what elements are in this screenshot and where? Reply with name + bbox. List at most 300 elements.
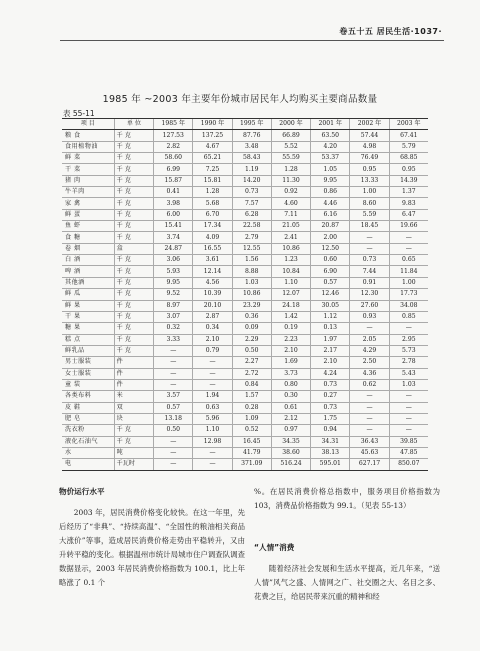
row-item: 鱼 虾 [62,221,114,232]
row-value: — [389,391,428,402]
row-value: 17.73 [389,289,428,300]
row-item: 食 糖 [62,232,114,243]
row-value: 6.99 [154,164,193,175]
paragraph-price-index: %。在居民消费价格总指数中，服务项目价格指数为 103，消费品价格指数为 99.1。（见表 55-13） [254,487,440,510]
row-item: 家 禽 [62,198,114,209]
row-value: — [154,436,193,447]
table-row [62,345,428,356]
row-value: 0.62 [350,379,389,390]
row-value: 6.47 [389,209,428,220]
row-value: 0.60 [311,255,350,266]
row-value: 7.57 [232,198,271,209]
row-value: 14.39 [389,175,428,186]
row-unit: 件 [114,379,153,390]
row-value: 6.70 [193,209,232,220]
row-value: 1.69 [271,357,310,368]
row-unit: 盒 [114,243,153,254]
row-value: 5.73 [389,345,428,356]
row-value: 1.05 [311,164,350,175]
row-value: — [193,357,232,368]
row-value: 0.93 [350,311,389,322]
row-unit: 米 [114,391,153,402]
column-header: 项 目 [62,119,114,130]
table-row [62,277,428,288]
table-row [62,447,428,458]
row-value: 55.59 [271,153,310,164]
row-unit: 件 [114,368,153,379]
row-value: 36.43 [350,436,389,447]
row-value: — [193,368,232,379]
table-number: 表 55-11 [63,109,95,118]
row-value: 0.52 [232,425,271,436]
row-unit: 千 克 [114,198,153,209]
row-value: 87.76 [232,130,271,141]
row-value: 3.48 [232,141,271,152]
row-value: 38.13 [311,447,350,458]
row-value: 12.98 [193,436,232,447]
row-value: 2.10 [311,357,350,368]
row-value: 5.79 [389,141,428,152]
row-value: 5.43 [389,368,428,379]
row-value: 0.73 [232,187,271,198]
row-unit: 千 克 [114,311,153,322]
row-value: — [154,345,193,356]
row-unit: 双 [114,402,153,413]
row-value: 0.41 [154,187,193,198]
row-value: 3.57 [154,391,193,402]
table-row [62,198,428,209]
row-value: 9.83 [389,198,428,209]
row-unit: 千 克 [114,277,153,288]
row-value: 0.09 [232,323,271,334]
row-value: 1.42 [271,311,310,322]
row-value: 371.09 [232,459,271,470]
table-row [62,266,428,277]
row-value: 0.50 [154,425,193,436]
row-item: 男士服装 [62,357,114,368]
row-value: 23.29 [232,300,271,311]
section-title-gift-spending: “人情”消费 [254,543,295,552]
row-value: 22.58 [232,221,271,232]
row-item: 啤 酒 [62,266,114,277]
row-value: 0.92 [271,187,310,198]
row-value: 3.06 [154,255,193,266]
table-row [62,379,428,390]
row-value: 12.07 [271,289,310,300]
row-value: 1.57 [232,391,271,402]
row-value: 1.75 [311,413,350,424]
row-value: 10.86 [232,289,271,300]
table-row [62,164,428,175]
row-value: 34.08 [389,300,428,311]
row-value: 21.05 [271,221,310,232]
row-item: 水 [62,447,114,458]
row-item: 鲜 菜 [62,153,114,164]
row-value: 0.94 [311,425,350,436]
row-value: — [154,459,193,470]
row-value: 15.87 [154,175,193,186]
row-item: 干 菜 [62,164,114,175]
row-value: 1.28 [193,187,232,198]
row-value: 3.33 [154,334,193,345]
row-value: 2.10 [271,345,310,356]
row-value: 2.87 [193,311,232,322]
row-value: 4.60 [271,198,310,209]
table-row [62,323,428,334]
paragraph-prices: 2003 年，居民消费价格变化较快。在这一年里，先后经历了“非典”、“持续高温”、“全国性的粮油相关商品大涨价”等事，造成居民消费价格走势由平稳转升，又由升转平稳的变化。根据温州市统计局城市住户调查队调查数据显示，2003 年居民消费价格指数为 100.1，比上年略涨了 0.1 个 [59,508,245,587]
row-item: 鲜 瓜 [62,289,114,300]
row-value: 16.55 [193,243,232,254]
row-value: 8.97 [154,300,193,311]
row-value: — [193,447,232,458]
table-row [62,334,428,345]
row-value: 2.10 [193,334,232,345]
table-title: 1985 年 ~2003 年主要年份城市居民年人均购买主要商品数量 [102,94,378,105]
row-value: — [350,413,389,424]
row-value: 1.00 [350,187,389,198]
row-value: 0.84 [232,379,271,390]
running-header: 卷五十五 居民生活·1037· [339,27,442,36]
row-item: 食用植物油 [62,141,114,152]
row-value: 20.87 [311,221,350,232]
row-value: 1.12 [311,311,350,322]
row-value: 11.30 [271,175,310,186]
table-row [62,300,428,311]
row-value: 66.89 [271,130,310,141]
row-value: 0.97 [271,425,310,436]
row-value: 2.23 [271,334,310,345]
row-value: 1.03 [232,277,271,288]
row-item: 皮 鞋 [62,402,114,413]
row-item: 猪 肉 [62,175,114,186]
row-value: 9.95 [154,277,193,288]
row-value: 1.94 [193,391,232,402]
row-value: — [389,413,428,424]
row-item: 鲜 蛋 [62,209,114,220]
row-value: 1.19 [232,164,271,175]
row-unit: 块 [114,413,153,424]
right-column [254,485,440,604]
table-row [62,153,428,164]
row-value: — [193,379,232,390]
row-value: 2.17 [311,345,350,356]
table-row [62,243,428,254]
row-value: 0.73 [350,255,389,266]
row-unit: 千 克 [114,255,153,266]
row-unit: 吨 [114,447,153,458]
column-header: 2003 年 [389,119,428,130]
row-value: 1.37 [389,187,428,198]
row-item: 干 果 [62,311,114,322]
row-item: 各类布料 [62,391,114,402]
row-unit: 千 克 [114,289,153,300]
row-value: 0.73 [311,379,350,390]
row-value: 9.52 [154,289,193,300]
table-row [62,425,428,436]
row-value: — [154,357,193,368]
row-item: 白 酒 [62,255,114,266]
row-value: 3.74 [154,232,193,243]
row-value: 53.37 [311,153,350,164]
row-unit: 千 克 [114,266,153,277]
row-value: 2.72 [232,368,271,379]
table-row [62,221,428,232]
row-item: 牛羊肉 [62,187,114,198]
row-value: 9.95 [311,175,350,186]
row-value: 0.79 [193,345,232,356]
row-value: 137.25 [193,130,232,141]
row-item: 糖 果 [62,323,114,334]
row-value: 4.20 [311,141,350,152]
row-value: 2.29 [232,334,271,345]
row-unit: 千 克 [114,334,153,345]
paragraph-gift-spending: 随着经济社会发展和生活水平提高，近几年来，“送人情”风气之盛、人情网之广、社交圈之大、名目之多、花费之巨，给居民带来沉重的精神和经 [254,564,440,601]
row-unit: 千 克 [114,436,153,447]
row-item: 女士服装 [62,368,114,379]
row-value: 1.10 [271,277,310,288]
row-value: 4.36 [350,368,389,379]
row-value: 0.91 [350,277,389,288]
row-item: 电 [62,459,114,470]
row-item: 其他酒 [62,277,114,288]
row-value: 0.57 [311,277,350,288]
row-value: 7.25 [193,164,232,175]
row-value: — [389,425,428,436]
row-value: — [350,425,389,436]
header-rule [60,40,444,41]
row-value: 1.56 [232,255,271,266]
row-value: 0.65 [389,255,428,266]
row-value: 45.63 [350,447,389,458]
row-value: 0.80 [271,379,310,390]
row-value: — [350,402,389,413]
row-value: 1.09 [232,413,271,424]
row-item: 液化石油气 [62,436,114,447]
row-value: 0.63 [193,402,232,413]
row-value: 6.16 [311,209,350,220]
row-value: 5.93 [154,266,193,277]
row-value: 10.84 [271,266,310,277]
row-value: 516.24 [271,459,310,470]
row-value: 13.18 [154,413,193,424]
row-value: 76.49 [350,153,389,164]
section-title-prices: 物价运行水平 [59,487,105,496]
column-header: 2002 年 [350,119,389,130]
row-value: 5.96 [193,413,232,424]
row-item: 洗衣粉 [62,425,114,436]
row-value: 12.50 [311,243,350,254]
row-item: 卷 烟 [62,243,114,254]
row-value: 2.79 [232,232,271,243]
column-header: 单 位 [114,119,153,130]
row-value: — [389,232,428,243]
row-value: 2.78 [389,357,428,368]
column-header: 2001 年 [311,119,350,130]
row-value: 0.86 [311,187,350,198]
row-value: 20.10 [193,300,232,311]
row-unit: 千 克 [114,323,153,334]
row-value: 30.05 [311,300,350,311]
row-value: 24.18 [271,300,310,311]
row-value: 3.98 [154,198,193,209]
row-unit: 千 克 [114,232,153,243]
row-value: 1.03 [389,379,428,390]
row-value: 11.84 [389,266,428,277]
row-value: 850.07 [389,459,428,470]
row-value: 0.95 [350,164,389,175]
row-value: 4.46 [311,198,350,209]
row-value: 3.07 [154,311,193,322]
row-value: 3.73 [271,368,310,379]
row-value: 127.53 [154,130,193,141]
table-row [62,413,428,424]
row-value: — [389,323,428,334]
row-value: 58.43 [232,153,271,164]
row-value: 18.45 [350,221,389,232]
row-value: 6.90 [311,266,350,277]
table-row [62,391,428,402]
row-value: 2.05 [350,334,389,345]
row-value: 4.67 [193,141,232,152]
row-item: 鲜乳品 [62,345,114,356]
row-value: 7.11 [271,209,310,220]
table-row [62,209,428,220]
row-value: 2.50 [350,357,389,368]
table-row [62,232,428,243]
row-unit: 千 克 [114,175,153,186]
row-value: 1.10 [193,425,232,436]
row-value: 15.81 [193,175,232,186]
table-row [62,459,428,470]
row-unit: 千 克 [114,141,153,152]
table-row [62,402,428,413]
row-unit: 件 [114,357,153,368]
consumption-table [62,118,428,471]
row-value: 12.55 [232,243,271,254]
row-value: 47.85 [389,447,428,458]
row-unit: 千 克 [114,164,153,175]
row-value: — [154,368,193,379]
row-value: 34.31 [311,436,350,447]
row-item: 粮 食 [62,130,114,141]
row-value: 0.34 [193,323,232,334]
row-value: 16.45 [232,436,271,447]
row-value: 4.24 [311,368,350,379]
row-value: 12.14 [193,266,232,277]
row-value: 4.29 [350,345,389,356]
table-body [62,130,428,470]
row-value: 5.68 [193,198,232,209]
table-header-row [62,119,428,130]
row-value: 2.41 [271,232,310,243]
row-value: 24.87 [154,243,193,254]
row-value: 0.95 [389,164,428,175]
row-value: 4.09 [193,232,232,243]
row-value: 39.85 [389,436,428,447]
row-value: 1.28 [271,164,310,175]
row-value: 2.12 [271,413,310,424]
table-row [62,289,428,300]
row-value: 0.73 [311,402,350,413]
row-value: 6.00 [154,209,193,220]
row-value: 7.44 [350,266,389,277]
row-value: 19.66 [389,221,428,232]
table-row [62,311,428,322]
row-value: 627.17 [350,459,389,470]
table-row [62,130,428,141]
row-value: — [154,447,193,458]
row-value: 57.44 [350,130,389,141]
table-row [62,255,428,266]
row-value: 0.57 [154,402,193,413]
row-value: — [350,391,389,402]
row-value: 0.50 [232,345,271,356]
row-unit: 千 克 [114,130,153,141]
row-value: 0.30 [271,391,310,402]
row-unit: 千 克 [114,209,153,220]
row-value: 65.21 [193,153,232,164]
row-value: — [389,402,428,413]
row-value: 67.41 [389,130,428,141]
row-value: 38.60 [271,447,310,458]
row-value: 34.35 [271,436,310,447]
row-value: 10.86 [271,243,310,254]
row-value: — [350,323,389,334]
row-value: — [154,379,193,390]
row-unit: 千瓦时 [114,459,153,470]
row-unit: 千 克 [114,187,153,198]
row-value: 1.00 [389,277,428,288]
row-value: 12.30 [350,289,389,300]
row-value: 0.28 [232,402,271,413]
row-unit: 千 克 [114,345,153,356]
row-value: 63.50 [311,130,350,141]
row-value: 595.01 [311,459,350,470]
row-value: 2.95 [389,334,428,345]
row-value: 14.20 [232,175,271,186]
column-header: 1995 年 [232,119,271,130]
row-value: 0.19 [271,323,310,334]
row-value: 41.79 [232,447,271,458]
row-unit: 千 克 [114,153,153,164]
row-value: 5.52 [271,141,310,152]
row-value: 8.88 [232,266,271,277]
row-item: 鲜 果 [62,300,114,311]
row-value: 17.34 [193,221,232,232]
row-value: 0.13 [311,323,350,334]
column-header: 2000 年 [271,119,310,130]
row-value: 0.61 [271,402,310,413]
row-value: 4.56 [193,277,232,288]
row-value: 0.36 [232,311,271,322]
row-item: 糕 点 [62,334,114,345]
table-row [62,368,428,379]
row-value: — [350,232,389,243]
row-value: 0.85 [389,311,428,322]
row-value: 5.59 [350,209,389,220]
row-item: 肥 皂 [62,413,114,424]
row-unit: 千 克 [114,221,153,232]
row-value: 2.82 [154,141,193,152]
row-value: 1.97 [311,334,350,345]
row-unit: 千 克 [114,425,153,436]
row-value: 2.27 [232,357,271,368]
table-row [62,187,428,198]
row-value: — [193,459,232,470]
row-value: 13.33 [350,175,389,186]
row-value: — [389,243,428,254]
row-unit: 千 克 [114,300,153,311]
